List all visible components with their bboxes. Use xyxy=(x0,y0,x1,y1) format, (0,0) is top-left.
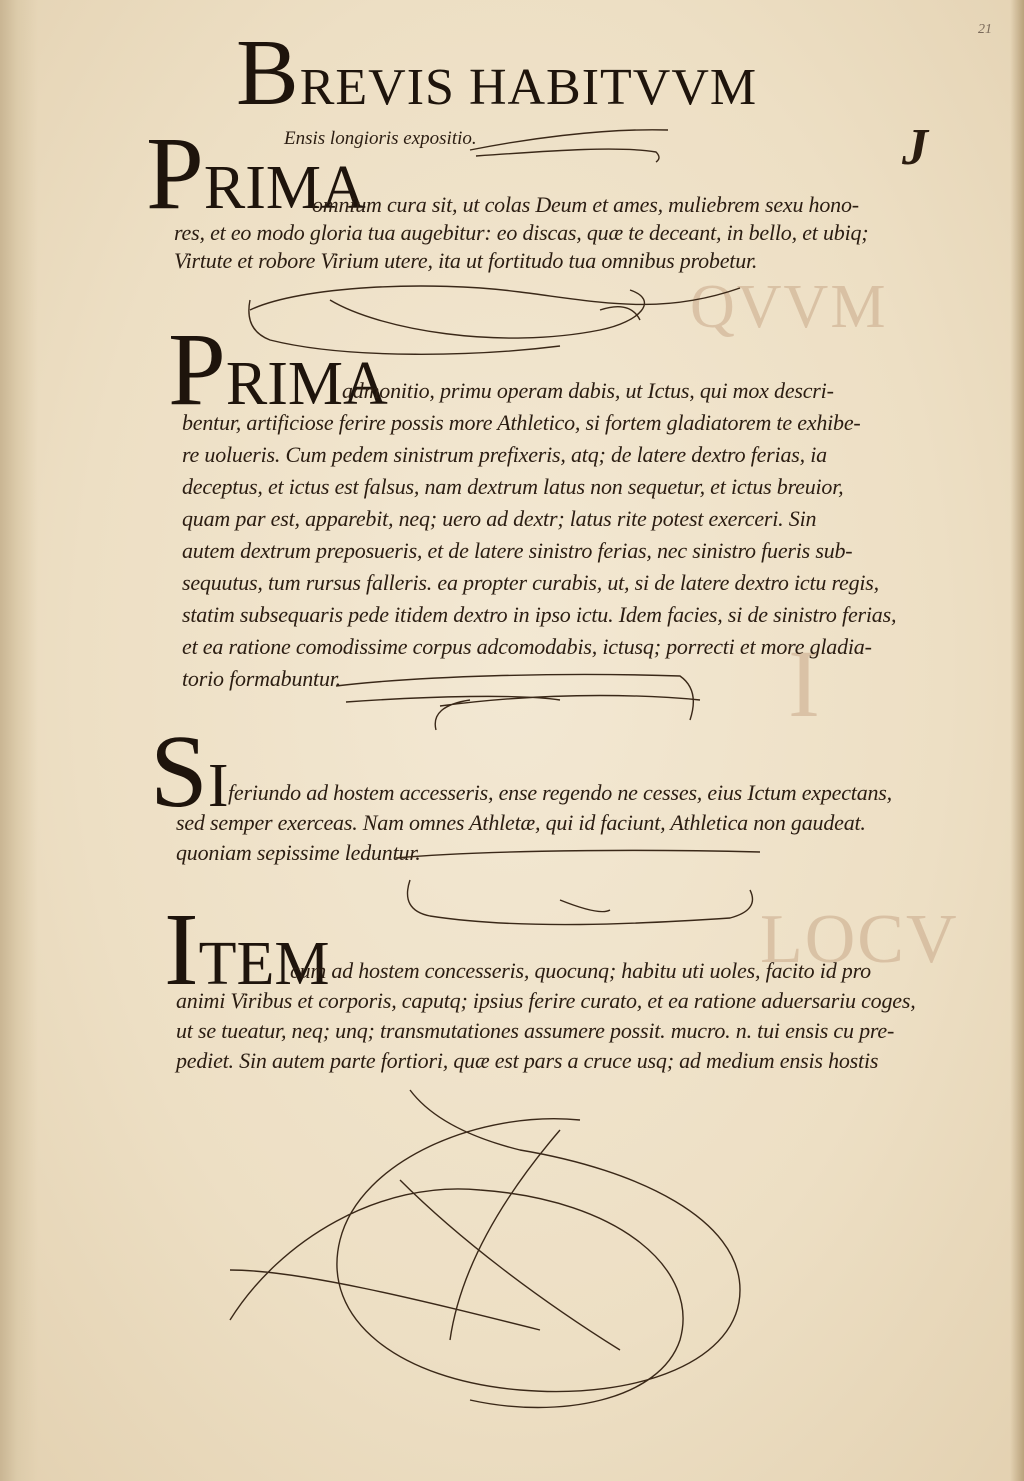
text-line: autem dextrum preposueris, et de latere sinistro ferias, nec sinistro fueris sub- xyxy=(182,538,853,563)
text-line: omnium cura sit, ut colas Deum et ames, muliebrem sexu hono- xyxy=(312,192,859,217)
section-3-capital: S xyxy=(150,714,208,829)
text-line: statim subsequaris pede itidem dextro in ipso ictu. Idem facies, si de sinistro ferias, xyxy=(182,602,897,627)
text-line: feriundo ad hostem accesseris, ense regendo ne cesses, eius Ictum expectans, xyxy=(228,780,892,805)
flourish-4 xyxy=(230,1090,740,1408)
show-through-quum: QVVM xyxy=(690,273,888,341)
text-line: pediet. Sin autem parte fortiori, quæ est pars a cruce usq; ad medium ensis hostis xyxy=(176,1048,879,1073)
subtitle: Ensis longioris expositio. xyxy=(284,128,477,149)
flourish-2 xyxy=(336,674,700,730)
subtitle-flourish xyxy=(470,130,668,162)
flourish-1 xyxy=(249,286,740,354)
title-rest: REVIS HABITVVM xyxy=(299,59,758,116)
section-1-heading-rest: RIMA xyxy=(203,154,366,222)
section-4-capital: I xyxy=(164,892,199,1007)
text-line: quam par est, apparebit, neq; uero ad dextr; latus rite potest exerceri. Sin xyxy=(182,506,817,531)
text-line: ut se tueatur, neq; unq; transmutationes assumere possit. mucro. n. tui ensis cu pre- xyxy=(176,1018,895,1043)
section-4-heading-rest: TEM xyxy=(198,930,330,998)
section-2-heading-rest: RIMA xyxy=(225,350,388,418)
text-line: sed semper exerceas. Nam omnes Athletæ, qui id faciunt, Athletica non gaudeat. xyxy=(176,810,866,835)
text-line: quoniam sepissime leduntur. xyxy=(176,840,421,865)
text-line: sequutus, tum rursus falleris. ea propter curabis, ut, si de latere dextro ictu regis, xyxy=(182,570,879,595)
section-1-capital: P xyxy=(146,116,204,231)
show-through-i: I xyxy=(788,630,820,737)
text-line: Virtute et robore Virium utere, ita ut fortitudo tua omnibus probetur. xyxy=(174,248,758,273)
flourish-3 xyxy=(396,850,760,924)
text-line: deceptus, et ictus est falsus, nam dextrum latus non sequetur, et ictus breuior, xyxy=(182,474,844,499)
text-line: re uolueris. Cum pedem sinistrum prefixeris, atq; de latere dextro ferias, ia xyxy=(182,442,827,467)
text-line: torio formabuntur. xyxy=(182,666,341,691)
margin-marker: J xyxy=(902,119,928,176)
text-line: et ea ratione comodissime corpus adcomodabis, ictusq; porrecti et more gladia- xyxy=(182,634,872,659)
text-line: cum ad hostem concesseris, quocunq; habitu uti uoles, facito id pro xyxy=(290,958,871,983)
show-through-locv: LOCV xyxy=(760,901,959,978)
title-initial: B xyxy=(236,21,300,125)
section-3-heading-rest: I xyxy=(207,752,229,820)
folio-number: 21 xyxy=(978,22,992,37)
text-line: bentur, artificiose ferire possis more Athletico, si fortem gladiatorem te exhibe- xyxy=(182,410,861,435)
section-2-capital: P xyxy=(168,312,226,427)
text-line: res, et eo modo gloria tua augebitur: eo discas, quæ te deceant, in bello, et ubiq; xyxy=(174,220,869,245)
text-line: admonitio, primu operam dabis, ut Ictus, qui mox descri- xyxy=(342,378,834,403)
text-line: animi Viribus et corporis, caputq; ipsius ferire curato, et ea ratione aduersariu coges, xyxy=(176,988,916,1013)
